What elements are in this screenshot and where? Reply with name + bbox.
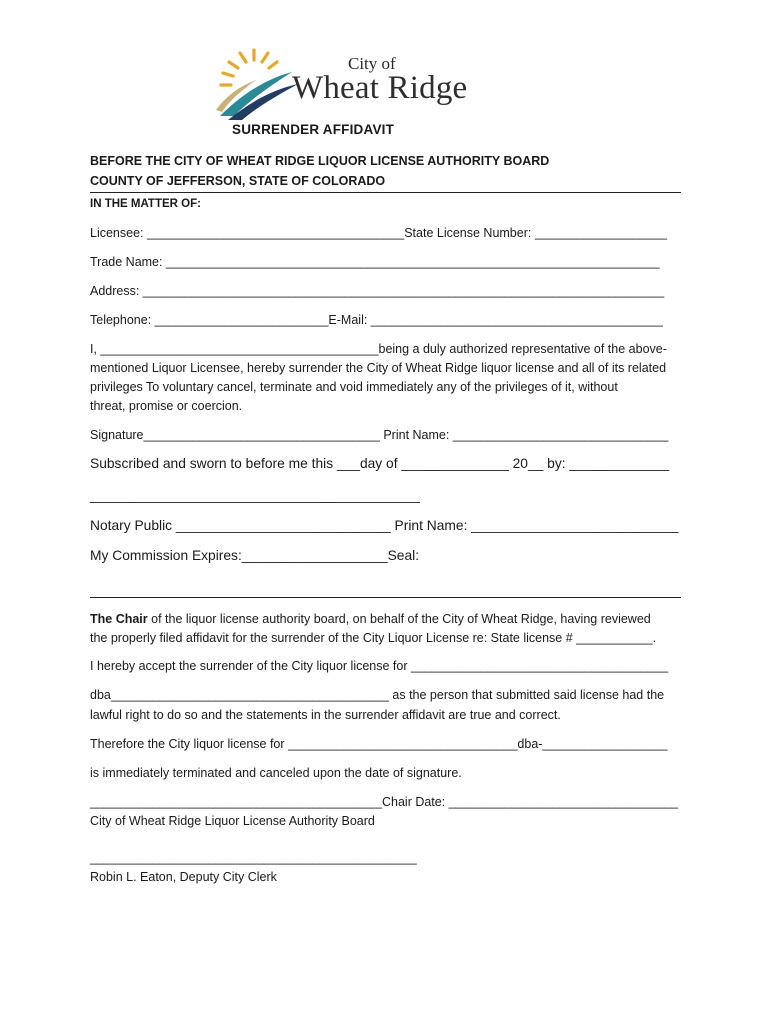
lawful-right-text: lawful right to do so and the statements in the surrender affidavit are true and correct. [90, 708, 561, 722]
logo-city-name: Wheat Ridge [292, 70, 468, 106]
chair-lead: The Chair [90, 612, 148, 626]
clerk-signature-field[interactable]: _______________________________________________ [90, 851, 417, 865]
trade-name-field[interactable]: Trade Name: _______________________________________________________________________ [90, 255, 660, 269]
statement-line-3: privileges To voluntary cancel, terminate and void immediately any of the privileges of it, without [90, 380, 618, 394]
licensee-field[interactable]: Licensee: _____________________________________State License Number: ___________________ [90, 226, 667, 240]
dba-field[interactable]: dba________________________________________ as the person that submitted said license had the [90, 688, 665, 702]
header-divider [90, 192, 681, 193]
header-board: BEFORE THE CITY OF WHEAT RIDGE LIQUOR LICENSE AUTHORITY BOARD [90, 154, 550, 168]
statement-line-2: mentioned Liquor Licensee, hereby surrender the City of Wheat Ridge liquor license and all of its related [90, 361, 667, 375]
address-field[interactable]: Address: ___________________________________________________________________________ [90, 284, 665, 298]
signature-field[interactable]: Signature__________________________________ Print Name: _______________________________ [90, 428, 669, 442]
therefore-license-field[interactable]: Therefore the City liquor license for _________________________________dba-__________________ [90, 737, 668, 751]
accept-surrender-field[interactable]: I hereby accept the surrender of the City liquor license for _____________________________________ [90, 659, 669, 673]
chair-line-1-rest: of the liquor license authority board, on behalf of the City of Wheat Ridge, having reviewed [147, 612, 651, 626]
logo-city-of: City of [348, 54, 396, 73]
statement-line-4: threat, promise or coercion. [90, 399, 243, 413]
chair-line-1 [90, 611, 651, 627]
matter-label: IN THE MATTER OF: [90, 198, 201, 210]
chair-line-2[interactable]: the properly filed affidavit for the surrender of the City Liquor License re: State license # ___________. [90, 631, 657, 645]
section-divider [90, 597, 681, 598]
chair-signature-date-field[interactable]: __________________________________________Chair Date: _________________________________ [90, 795, 679, 809]
commission-expires-field[interactable]: My Commission Expires:___________________Seal: [90, 548, 420, 563]
terminated-text: is immediately terminated and canceled upon the date of signature. [90, 766, 462, 780]
subscribed-name-blank[interactable]: ___________________________________________ [90, 488, 420, 503]
document-title: SURRENDER AFFIDAVIT [232, 122, 395, 137]
city-logo [210, 46, 530, 124]
header-county: COUNTY OF JEFFERSON, STATE OF COLORADO [90, 174, 386, 188]
sun-and-swoosh-icon [210, 46, 300, 124]
clerk-name: Robin L. Eaton, Deputy City Clerk [90, 870, 277, 884]
statement-line-1[interactable]: I, ________________________________________being a duly authorized representative of the above- [90, 342, 667, 356]
telephone-email-field[interactable]: Telephone: _________________________E-Mail: __________________________________________ [90, 313, 663, 327]
subscribed-sworn-field[interactable]: Subscribed and sworn to before me this ___day of ______________ 20__ by: _____________ [90, 456, 670, 471]
board-label: City of Wheat Ridge Liquor License Authority Board [90, 814, 375, 828]
notary-public-field[interactable]: Notary Public ____________________________ Print Name: ___________________________ [90, 518, 679, 533]
